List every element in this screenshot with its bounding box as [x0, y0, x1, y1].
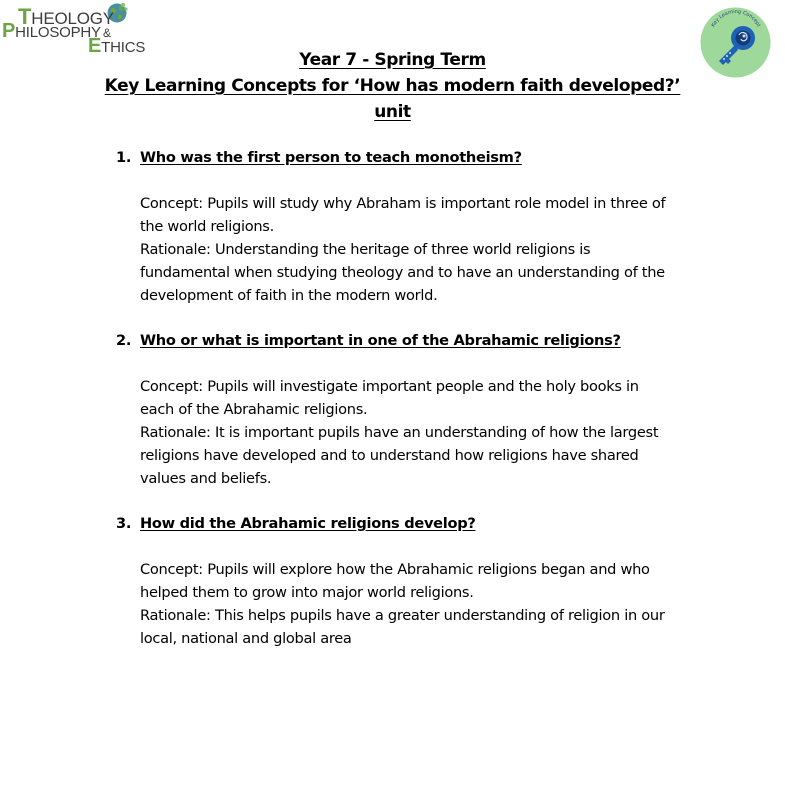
item-rationale: Rationale: This helps pupils have a greater understanding of religion in our local, national and global area [140, 607, 665, 647]
item-heading: Who or what is important in one of the Abrahamic religions? [140, 332, 621, 349]
concept-item [116, 512, 676, 650]
item-rationale: Rationale: Understanding the heritage of three world religions is fundamental when studying theology and to have an understanding of the development of faith in the modern world. [140, 241, 665, 304]
title-year-term: Year 7 - Spring Term [299, 50, 486, 70]
concept-list [116, 146, 676, 650]
item-rationale: Rationale: It is important pupils have an understanding of how the largest religions have developed and to understand how religions have shared values and beliefs. [140, 424, 659, 487]
item-number: 1. [116, 149, 132, 166]
logo-philosophy: PHILOSOPHY [2, 20, 101, 42]
item-number: 2. [116, 332, 132, 349]
title-unit-word: unit [374, 102, 411, 122]
logo-ampersand: & [103, 26, 112, 40]
badge-text: Key Learning Concept [710, 8, 762, 29]
item-heading: Who was the first person to teach monotheism? [140, 149, 522, 166]
logo-ethics: ETHICS [88, 35, 146, 57]
logo-theology: THEOLOGY [18, 4, 114, 29]
item-concept: Concept: Pupils will explore how the Abrahamic religions began and who helped them to grow into major world religions. [140, 561, 650, 601]
concept-item [116, 329, 676, 490]
item-concept: Concept: Pupils will investigate important people and the holy books in each of the Abrahamic religions. [140, 378, 639, 418]
concept-item [116, 146, 676, 307]
item-heading: How did the Abrahamic religions develop? [140, 515, 476, 532]
item-concept: Concept: Pupils will study why Abraham is important role model in three of the world religions. [140, 195, 666, 235]
title-unit-name: Key Learning Concepts for ‘How has modern faith developed?’ [104, 76, 681, 96]
document-title [0, 47, 785, 125]
item-number: 3. [116, 515, 132, 532]
